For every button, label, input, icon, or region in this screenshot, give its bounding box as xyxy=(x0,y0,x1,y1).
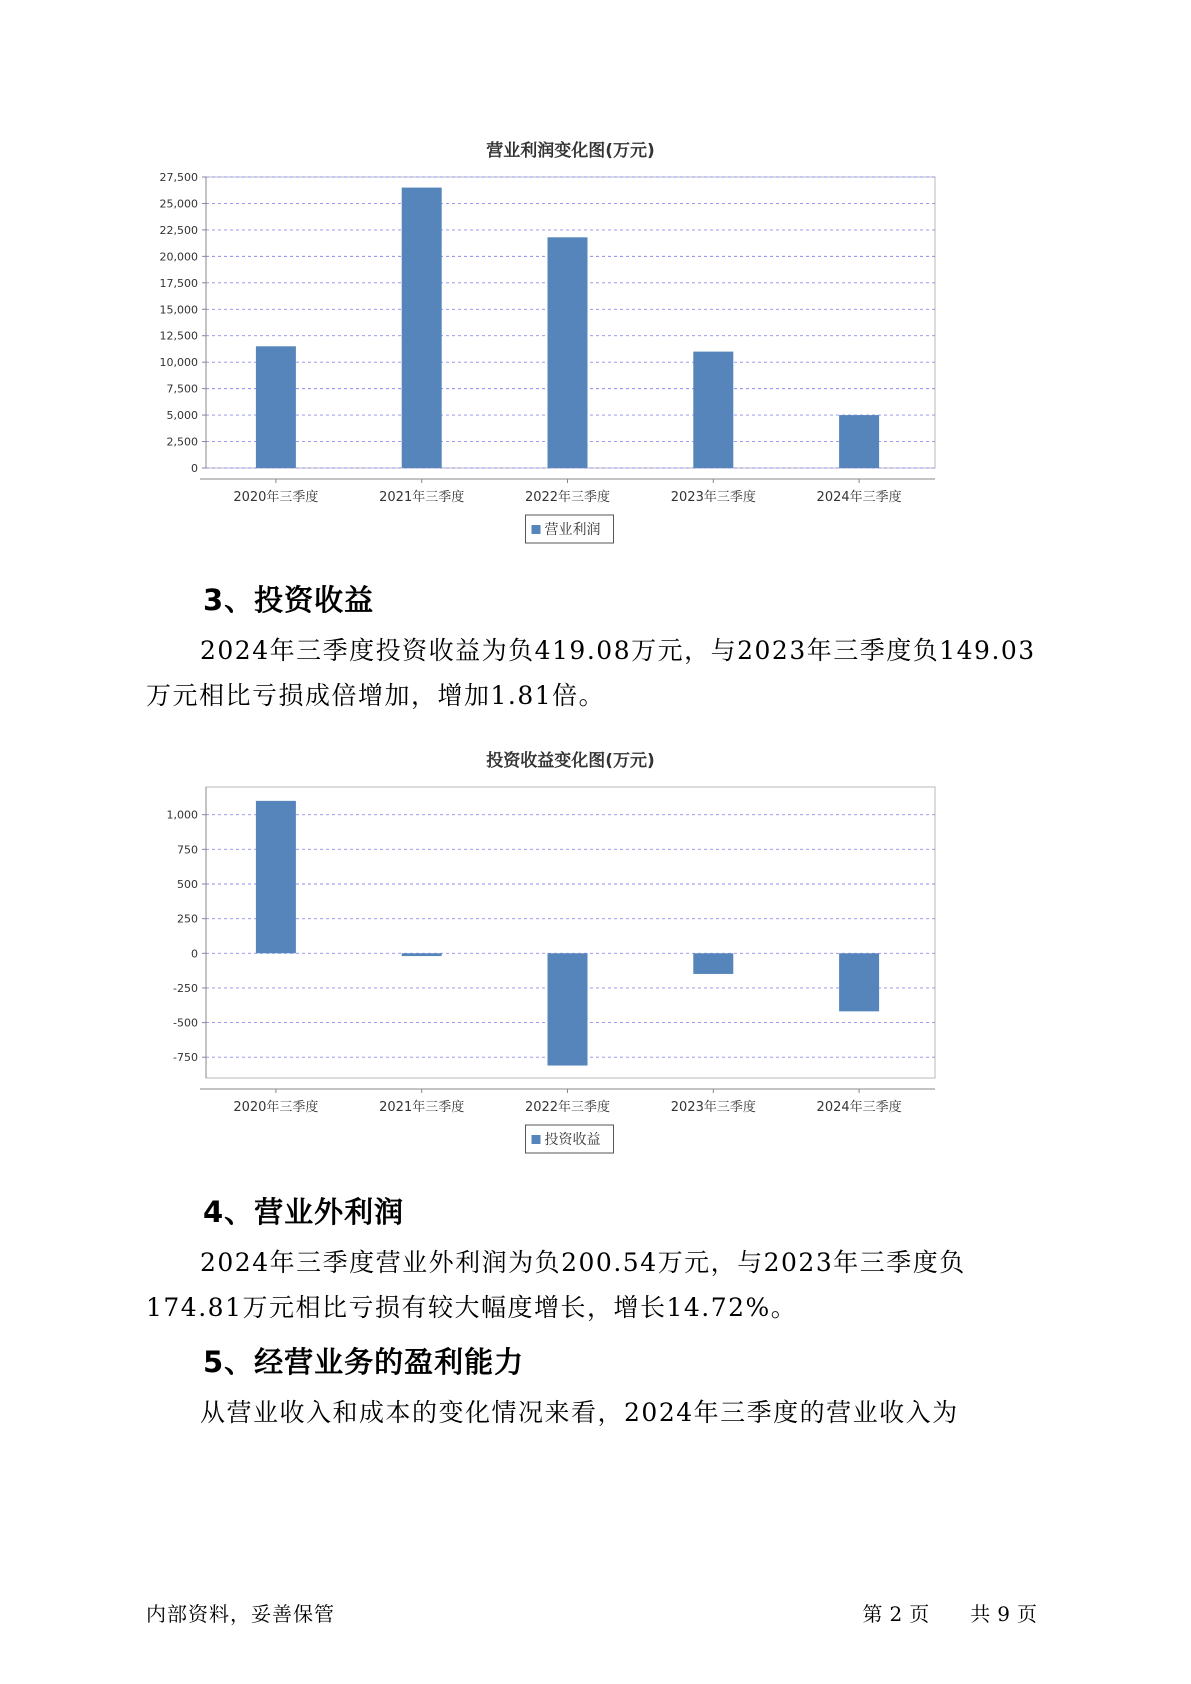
bar xyxy=(548,237,588,468)
section-5-paragraph: 从营业收入和成本的变化情况来看，2024年三季度的营业收入为 xyxy=(200,1398,959,1427)
y-tick-label: 5,000 xyxy=(166,409,198,423)
y-tick-label: 0 xyxy=(191,947,198,961)
y-tick-label: -750 xyxy=(173,1051,198,1065)
x-tick-label: 2024年三季度 xyxy=(816,490,902,505)
bar xyxy=(402,953,442,956)
x-tick-label: 2020年三季度 xyxy=(233,490,319,505)
y-tick-label: 12,500 xyxy=(159,329,198,343)
section-3-heading: 3、投资收益 xyxy=(203,583,375,617)
x-tick-label: 2024年三季度 xyxy=(816,1100,902,1115)
page-number: 2 xyxy=(889,1602,904,1626)
chart-title: 投资收益变化图(万元) xyxy=(486,751,655,771)
y-tick-label: 0 xyxy=(191,462,198,475)
page-unit: 页 xyxy=(909,1602,931,1626)
y-tick-label: 7,500 xyxy=(166,382,198,396)
total-unit: 页 xyxy=(1017,1602,1038,1626)
page-prefix: 第 xyxy=(862,1602,884,1626)
investment-income-chart xyxy=(150,740,1030,1160)
bar xyxy=(548,953,588,1065)
y-tick-label: 17,500 xyxy=(159,276,198,290)
legend-swatch xyxy=(532,1135,541,1144)
investment-income-chart-svg xyxy=(150,740,1030,1160)
bar xyxy=(256,801,296,953)
x-tick-label: 2022年三季度 xyxy=(524,490,611,505)
y-tick-label: 15,000 xyxy=(159,303,198,317)
legend-label: 营业利润 xyxy=(544,522,601,538)
x-tick-label: 2022年三季度 xyxy=(524,1100,611,1115)
footer-confidential-note: 内部资料，妥善保管 xyxy=(146,1602,335,1626)
y-tick-label: 1,000 xyxy=(166,808,198,822)
y-tick-label: 20,000 xyxy=(159,250,198,264)
total-prefix: 共 xyxy=(970,1602,992,1626)
footer-page-info xyxy=(859,1598,1041,1627)
legend-label: 投资收益 xyxy=(544,1132,601,1148)
x-tick-label: 2021年三季度 xyxy=(379,490,465,505)
bar xyxy=(256,346,296,468)
legend-swatch xyxy=(532,525,541,534)
y-tick-label: 750 xyxy=(177,843,198,857)
x-tick-label: 2020年三季度 xyxy=(233,1100,319,1115)
y-tick-label: 27,500 xyxy=(159,171,198,184)
y-tick-label: 10,000 xyxy=(159,356,198,370)
x-tick-label: 2023年三季度 xyxy=(670,1100,756,1115)
bar xyxy=(693,352,733,468)
x-tick-label: 2021年三季度 xyxy=(379,1100,465,1115)
chart-title: 营业利润变化图(万元) xyxy=(486,141,655,161)
section-4-heading: 4、营业外利润 xyxy=(203,1195,405,1229)
total-pages: 9 xyxy=(997,1602,1011,1626)
bar xyxy=(839,953,879,1011)
y-tick-label: 500 xyxy=(177,878,198,891)
x-tick-label: 2023年三季度 xyxy=(670,490,756,505)
y-tick-label: 22,500 xyxy=(159,223,198,237)
operating-profit-chart-svg xyxy=(150,130,1030,550)
section-3-paragraph: 2024年三季度投资收益为负419.08万元，与2023年三季度负149.03万元相比亏损成倍增加，增加1.81倍。 xyxy=(146,636,1036,710)
bar xyxy=(402,188,442,468)
y-tick-label: 250 xyxy=(177,912,198,926)
y-tick-label: -250 xyxy=(173,981,198,995)
section-5-heading: 5、经营业务的盈利能力 xyxy=(203,1345,525,1379)
operating-profit-chart xyxy=(150,130,1030,550)
bar xyxy=(693,953,733,974)
section-4-paragraph: 2024年三季度营业外利润为负200.54万元，与2023年三季度负174.81万元相比亏损有较大幅度增长，增长14.72%。 xyxy=(146,1248,966,1322)
y-tick-label: 2,500 xyxy=(166,435,198,449)
y-tick-label: 25,000 xyxy=(159,197,198,211)
y-tick-label: -500 xyxy=(173,1016,198,1030)
bar xyxy=(839,415,879,468)
